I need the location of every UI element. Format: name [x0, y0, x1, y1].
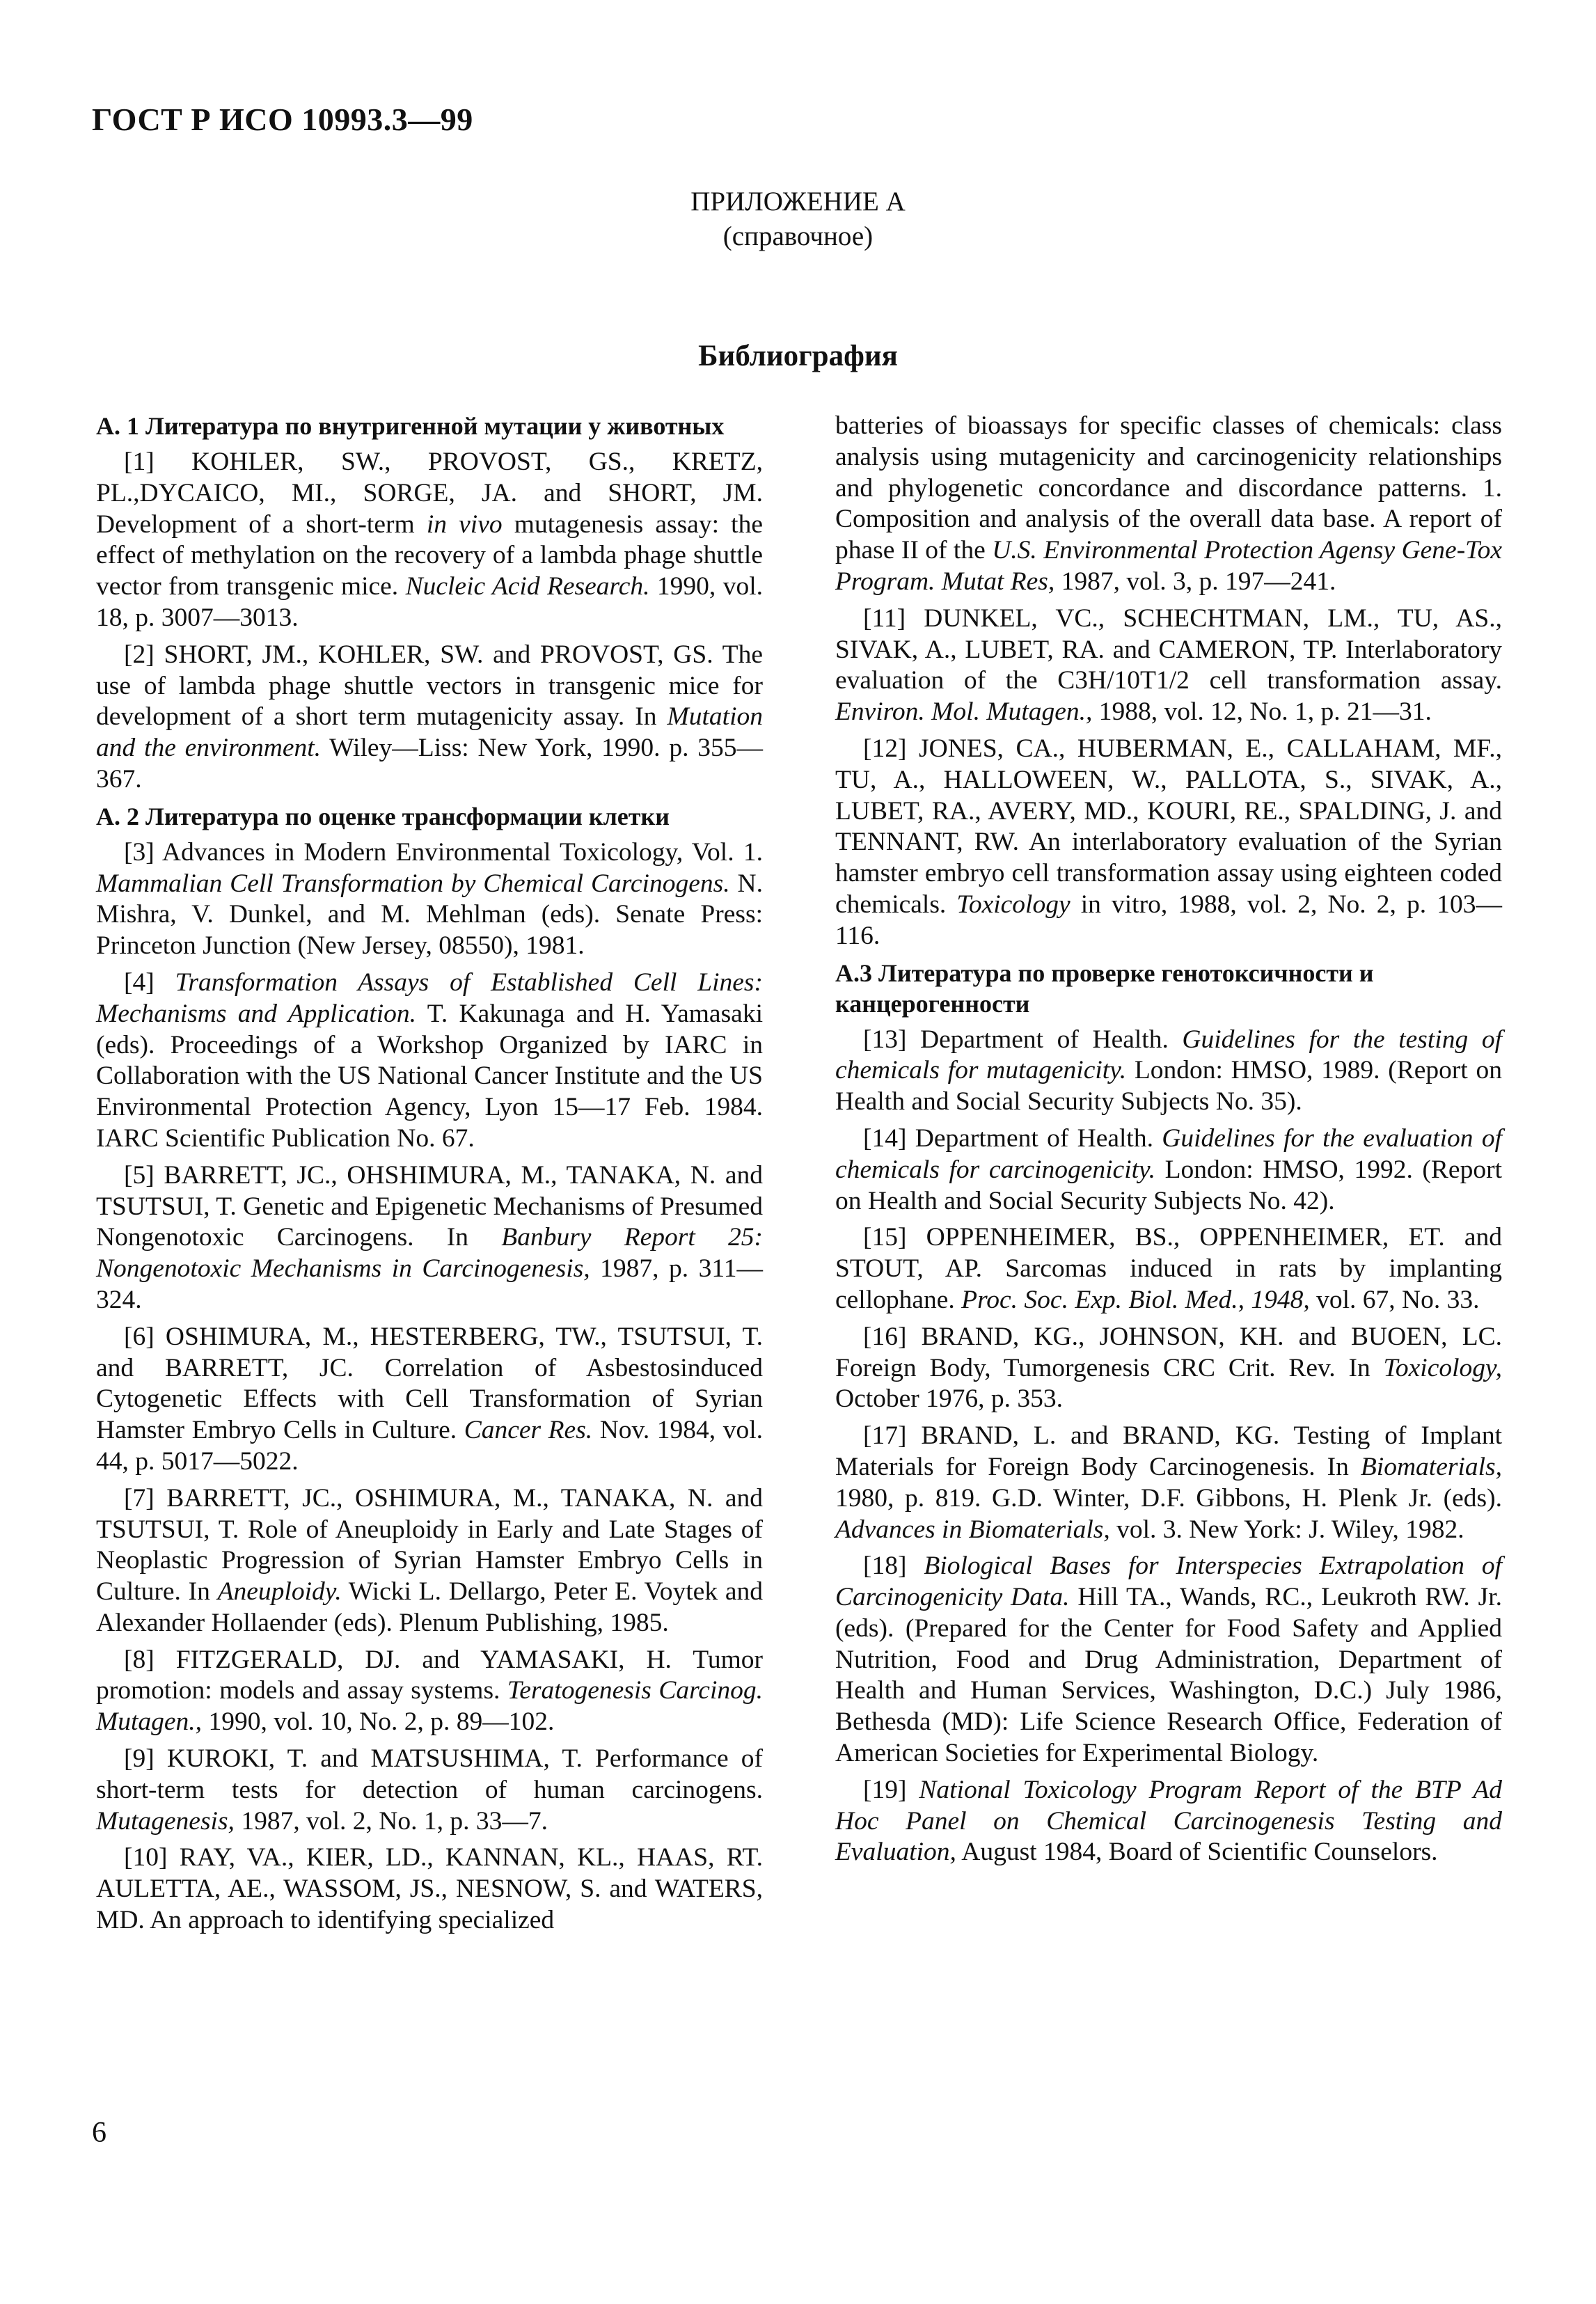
reference-5: [5] BARRETT, JC., OHSHIMURA, M., TANAKA, N. and TSUTSUI, T. Genetic and Epigenetic Mechanisms of Presumed Nongenotoxic Carcinogens. In Banbury Report 25: Nongenotoxic Mechanisms in Carcinogenesis, 1987, p. 311—324.: [96, 1160, 764, 1314]
page-number: 6: [92, 2117, 106, 2149]
reference-9: [9] KUROKI, T. and MATSUSHIMA, T. Performance of short-term tests for detection of human carcinogens. Mutagenesis, 1987, vol. 2, No. 1, p. 33—7.: [96, 1744, 763, 1836]
reference-6: [6] OSHIMURA, M., HESTERBERG, TW., TSUTSUI, T. and BARRETT, JC. Correlation of Asbestosinduced Cytogenetic Effects with Cell Transformation of Syrian Hamster Embryo Cells in Culture. Cancer Res. Nov. 1984, vol. 44, p. 5017—5022.: [96, 1322, 763, 1476]
bibliography-title: Библиография: [698, 340, 898, 372]
appendix-heading: [0, 184, 1596, 254]
reference-4: [4] Transformation Assays of Established Cell Lines: Mechanisms and Application. T. Kakunaga and H. Yamasaki (eds). Proceedings of a Workshop Organized by IARC in Collaboration with the US National Cancer Institute and the US Environmental Protection Agency, Lyon 15—17 Feb. 1984. IARC Scientific Publication No. 67.: [96, 968, 763, 1153]
reference-19: [19] National Toxicology Program Report of the BTP Ad Hoc Panel on Chemical Carcinogenesis Testing and Evaluation, August 1984, Board of Scientific Counselors.: [835, 1775, 1502, 1867]
reference-8: [8] FITZGERALD, DJ. and YAMASAKI, H. Tumor promotion: models and assay systems. Teratogenesis Carcinog. Mutagen., 1990, vol. 10, No. 2, p. 89—102.: [96, 1645, 763, 1737]
reference-12: [12] JONES, CA., HUBERMAN, E., CALLAHAM, MF., TU, A., HALLOWEEN, W., PALLOTA, S., SIVAK, A., LUBET, RA., AVERY, MD., KOURI, RE., SPALDING, J. and TENNANT, RW. An interlaboratory evaluation of the Syrian hamster embryo cell transformation assay using eighteen coded chemicals. Toxicology in vitro, 1988, vol. 2, No. 2, p. 103—116.: [835, 734, 1502, 950]
reference-7: [7] BARRETT, JC., OSHIMURA, M., TANAKA, N. and TSUTSUI, T. Role of Aneuploidy in Early and Late Stages of Neoplastic Progression of Syrian Hamster Embryo Cells in Culture. In Aneuploidy. Wicki L. Dellargo, Peter E. Voytek and Alexander Hollaender (eds). Plenum Publishing, 1985.: [96, 1483, 763, 1637]
reference-1: [1] KOHLER, SW., PROVOST, GS., KRETZ, PL.,DYCAICO, MI., SORGE, JA. and SHORT, JM. Development of a short-term in vivo mutagenesis assay: the effect of methylation on the recovery of a lambda phage shuttle vector from transgenic mice. Nucleic Acid Research. 1990, vol. 18, p. 3007—3013.: [96, 448, 763, 632]
reference-14: [14] Department of Health. Guidelines for the evaluation of chemicals for carcinogenicity. London: HMSO, 1992. (Report on Health and Social Security Subjects No. 42).: [835, 1123, 1502, 1215]
reference-13: [13] Department of Health. Guidelines for the testing of chemicals for mutagenicity. London: HMSO, 1989. (Report on Health and Social Security Subjects No. 35).: [835, 1025, 1502, 1117]
section-heading-a3: А.3 Литература по проверке генотоксичности и канцерогенности: [835, 958, 1374, 1018]
standard-id-header: ГОСТ Р ИСО 10993.3—99: [92, 102, 473, 137]
reference-16: [16] BRAND, KG., JOHNSON, KH. and BUOEN, LC. Foreign Body, Tumorgenesis CRC Crit. Rev. In Toxicology, October 1976, p. 353.: [835, 1322, 1502, 1414]
reference-2: [2] SHORT, JM., KOHLER, SW. and PROVOST, GS. The use of lambda phage shuttle vectors in transgenic mice for development of a short term mutagenicity assay. In Mutation and the environment. Wiley—Liss: New York, 1990. p. 355—367.: [96, 640, 763, 794]
section-heading-a1: А. 1 Литература по внутригенной мутации у животных: [96, 412, 725, 440]
reference-17: [17] BRAND, L. and BRAND, KG. Testing of Implant Materials for Foreign Body Carcinogenesis. In Biomaterials, 1980, p. 819. G.D. Winter, D.F. Gibbons, H. Plenk Jr. (eds). Advances in Biomaterials, vol. 3. New York: J. Wiley, 1982.: [835, 1421, 1502, 1544]
right-column: [835, 411, 1502, 1874]
reference-15: [15] OPPENHEIMER, BS., OPPENHEIMER, ET. and STOUT, AP. Sarcomas induced in rats by implanting cellophane. Proc. Soc. Exp. Biol. Med., 1948, vol. 67, No. 33.: [835, 1223, 1502, 1314]
reference-3: [3] Advances in Modern Environmental Toxicology, Vol. 1. Mammalian Cell Transformation by Chemical Carcinogens. N. Mishra, V. Dunkel, and M. Mehlman (eds). Senate Press: Princeton Junction (New Jersey, 08550), 1981.: [96, 837, 763, 961]
reference-10-continued: batteries of bioassays for specific classes of chemicals: class analysis using mutagenicity and carcinogenicity relationships and phylogenetic concordance and discordance patterns. 1. Composition and analysis of the overall data base. A report of phase II of the U.S. Environmental Protection Agensy Gene-Tox Program. Mutat Res, 1987, vol. 3, p. 197—241.: [835, 411, 1502, 596]
left-column: [96, 411, 763, 1942]
reference-18: [18] Biological Bases for Interspecies Extrapolation of Carcinogenicity Data. Hill TA., Wands, RC., Leukroth RW. Jr. (eds). (Prepared for the Center for Food Safety and Applied Nutrition, Food and Drug Administration, Department of Health and Human Services, Washington, D.C.) July 1986, Bethesda (MD): Life Science Research Office, Federation of American Societies for Experimental Biology.: [835, 1552, 1502, 1768]
appendix-title: ПРИЛОЖЕНИЕ А: [690, 187, 906, 216]
section-heading-a2: А. 2 Литература по оценке трансформации клетки: [96, 802, 670, 830]
reference-10-start: [10] RAY, VA., KIER, LD., KANNAN, KL., HAAS, RT. AULETTA, AE., WASSOM, JS., NESNOW, S. and WATERS, MD. An approach to identifying specialized: [96, 1843, 763, 1935]
reference-11: [11] DUNKEL, VC., SCHECHTMAN, LM., TU, AS., SIVAK, A., LUBET, RA. and CAMERON, TP. Interlaboratory evaluation of the C3H/10T1/2 cell transformation assay. Environ. Mol. Mutagen., 1988, vol. 12, No. 1, p. 21—31.: [835, 603, 1502, 727]
appendix-subtitle: (справочное): [722, 221, 874, 251]
